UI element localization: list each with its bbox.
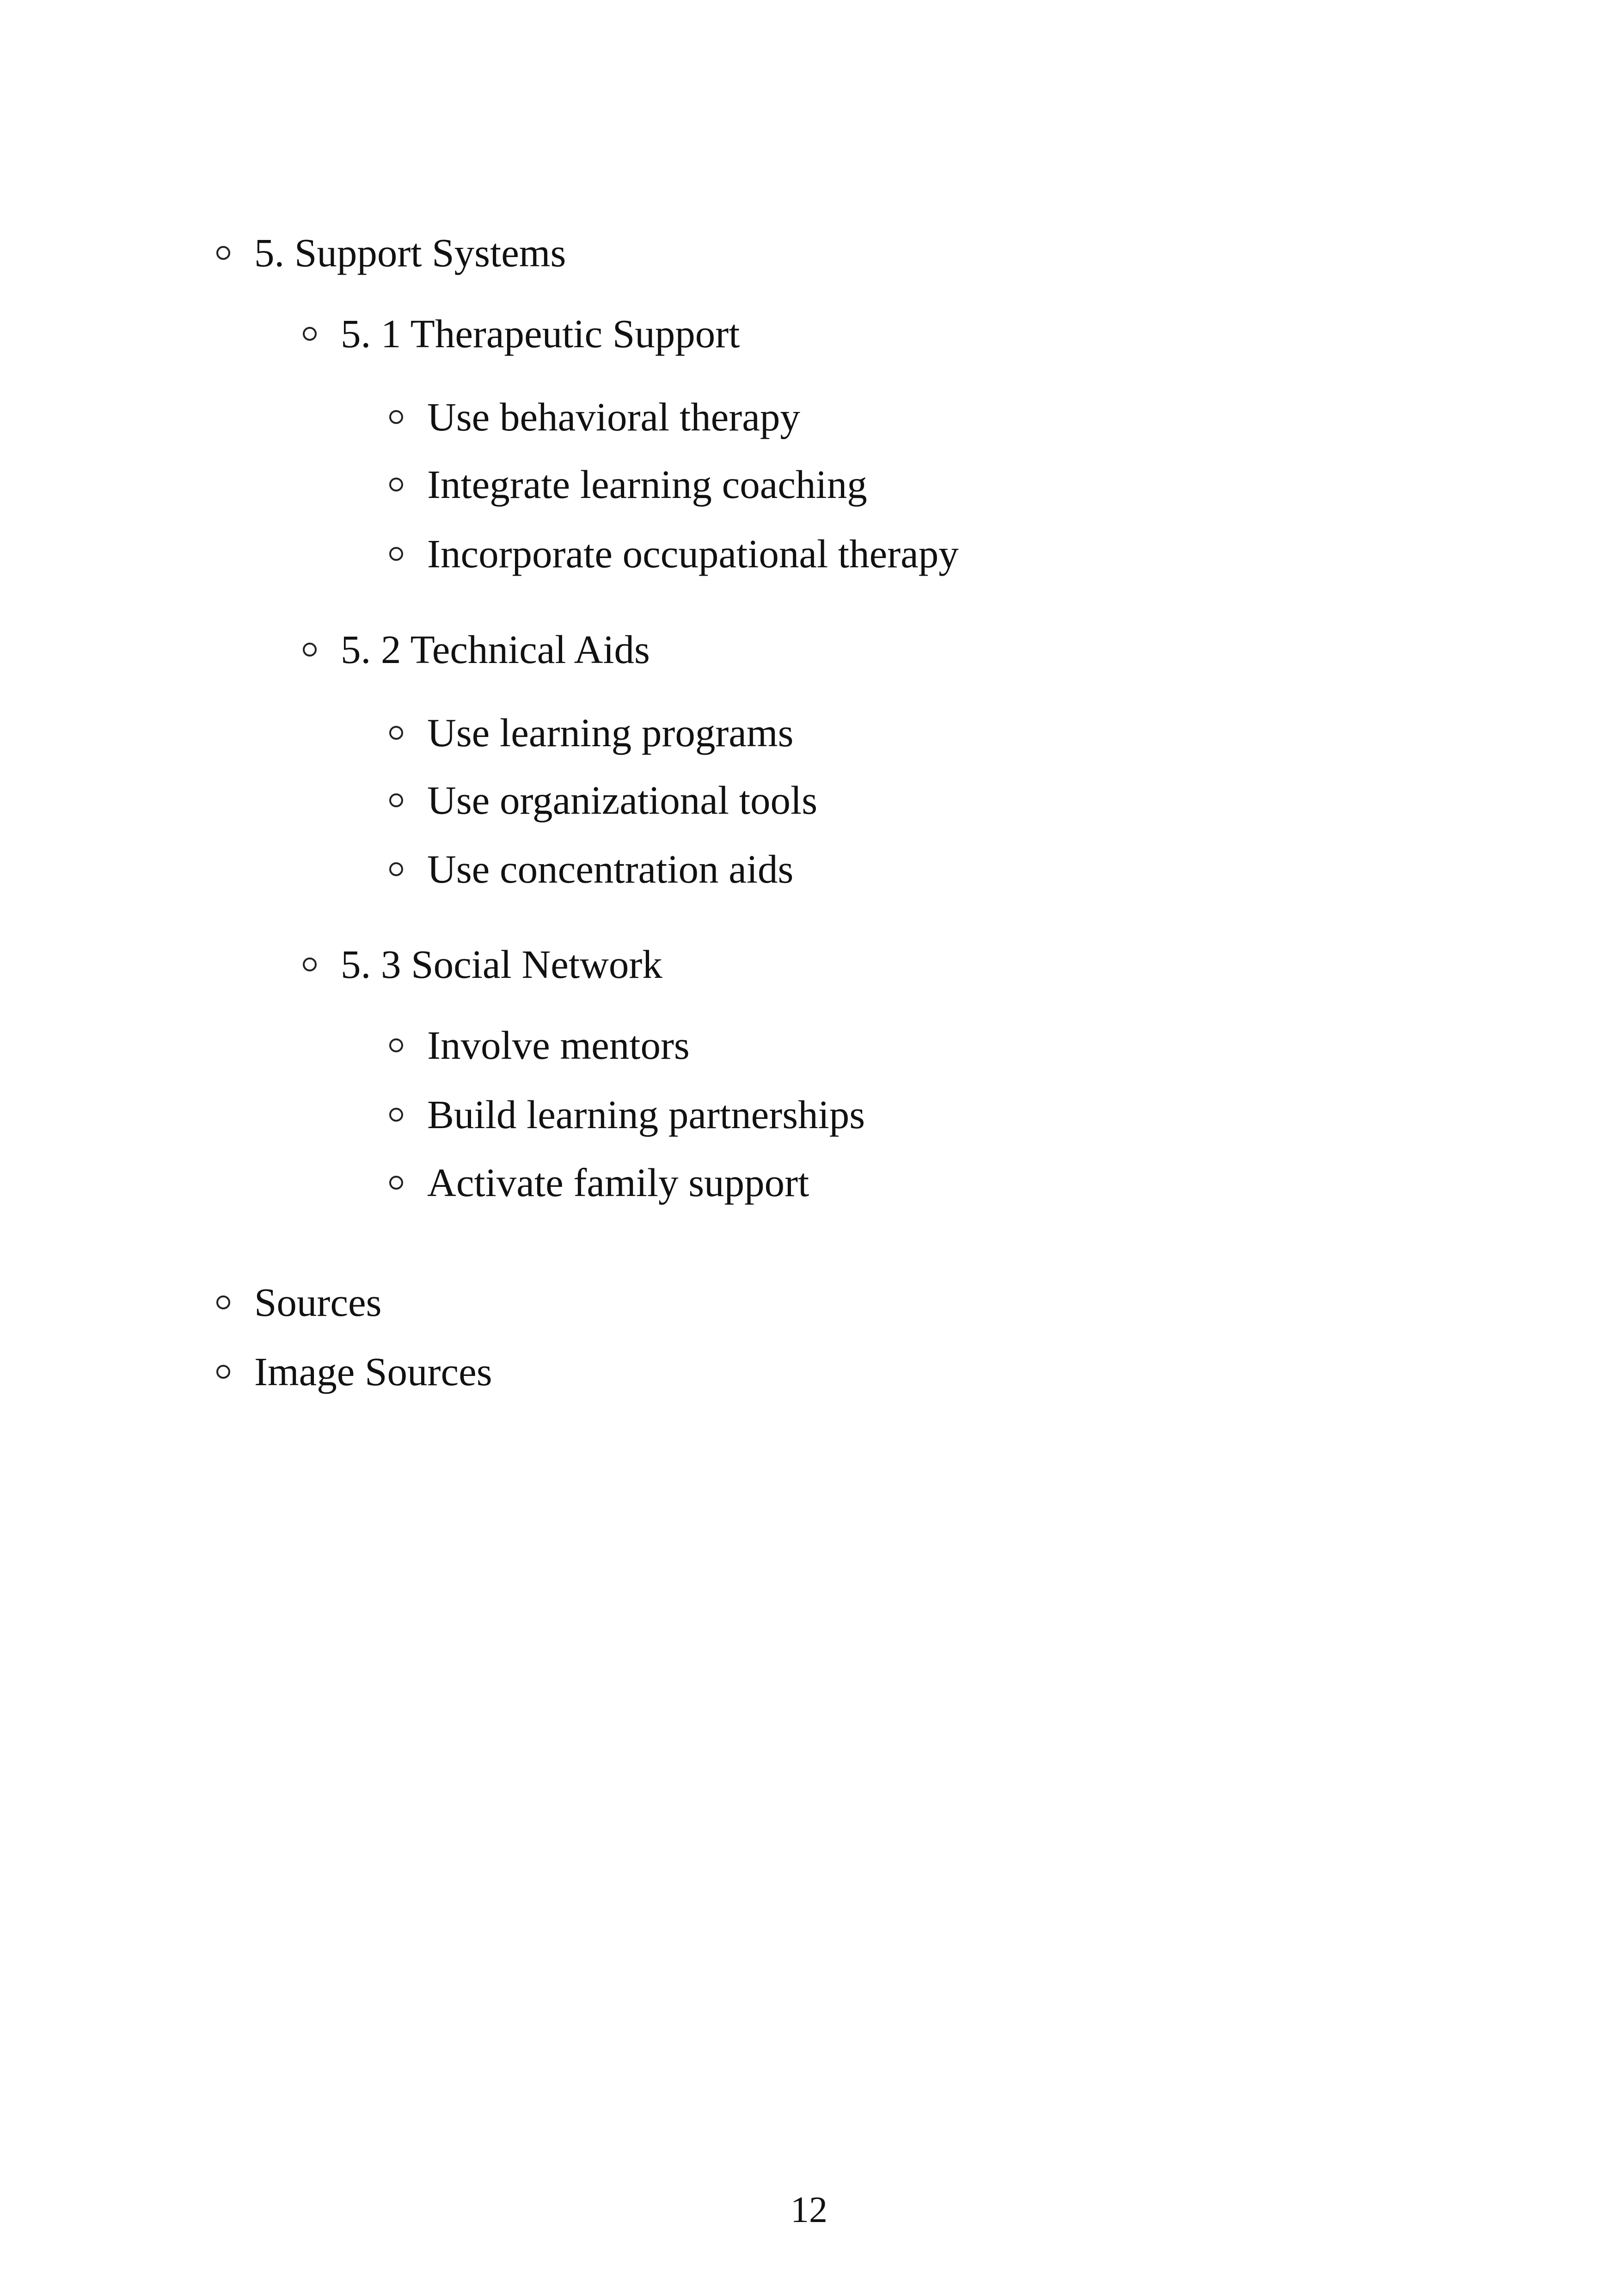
hollow-circle-bullet-icon	[303, 643, 317, 657]
toc-item-label: Use behavioral therapy	[427, 394, 800, 439]
toc-item-label: Image Sources	[254, 1349, 492, 1394]
toc-item-label: Use organizational tools	[427, 778, 818, 823]
toc-item-label: Incorporate occupational therapy	[427, 531, 959, 576]
toc-item-label: Use learning programs	[427, 710, 794, 755]
hollow-circle-bullet-icon	[216, 1365, 230, 1379]
toc-item-label: Build learning partnerships	[427, 1092, 865, 1137]
hollow-circle-bullet-icon	[389, 1176, 403, 1190]
hollow-circle-bullet-icon	[389, 793, 403, 807]
hollow-circle-bullet-icon	[389, 862, 403, 876]
toc-item-label: Involve mentors	[427, 1023, 690, 1068]
hollow-circle-bullet-icon	[216, 246, 230, 260]
toc-item-label: 5. 3 Social Network	[341, 942, 662, 987]
hollow-circle-bullet-icon	[303, 327, 317, 341]
toc-item-label: Use concentration aids	[427, 847, 794, 891]
hollow-circle-bullet-icon	[389, 410, 403, 424]
hollow-circle-bullet-icon	[389, 726, 403, 740]
toc-item-label: 5. Support Systems	[254, 230, 566, 275]
hollow-circle-bullet-icon	[303, 958, 317, 971]
hollow-circle-bullet-icon	[389, 478, 403, 491]
page-number: 12	[791, 2190, 827, 2230]
toc-item-label: Integrate learning coaching	[427, 462, 867, 507]
hollow-circle-bullet-icon	[389, 547, 403, 561]
toc-item-label: Sources	[254, 1280, 382, 1325]
toc-item-label: Activate family support	[427, 1160, 809, 1205]
hollow-circle-bullet-icon	[389, 1038, 403, 1052]
toc-item-label: 5. 2 Technical Aids	[341, 627, 650, 672]
hollow-circle-bullet-icon	[216, 1295, 230, 1309]
hollow-circle-bullet-icon	[389, 1108, 403, 1122]
toc-item-label: 5. 1 Therapeutic Support	[341, 311, 740, 356]
